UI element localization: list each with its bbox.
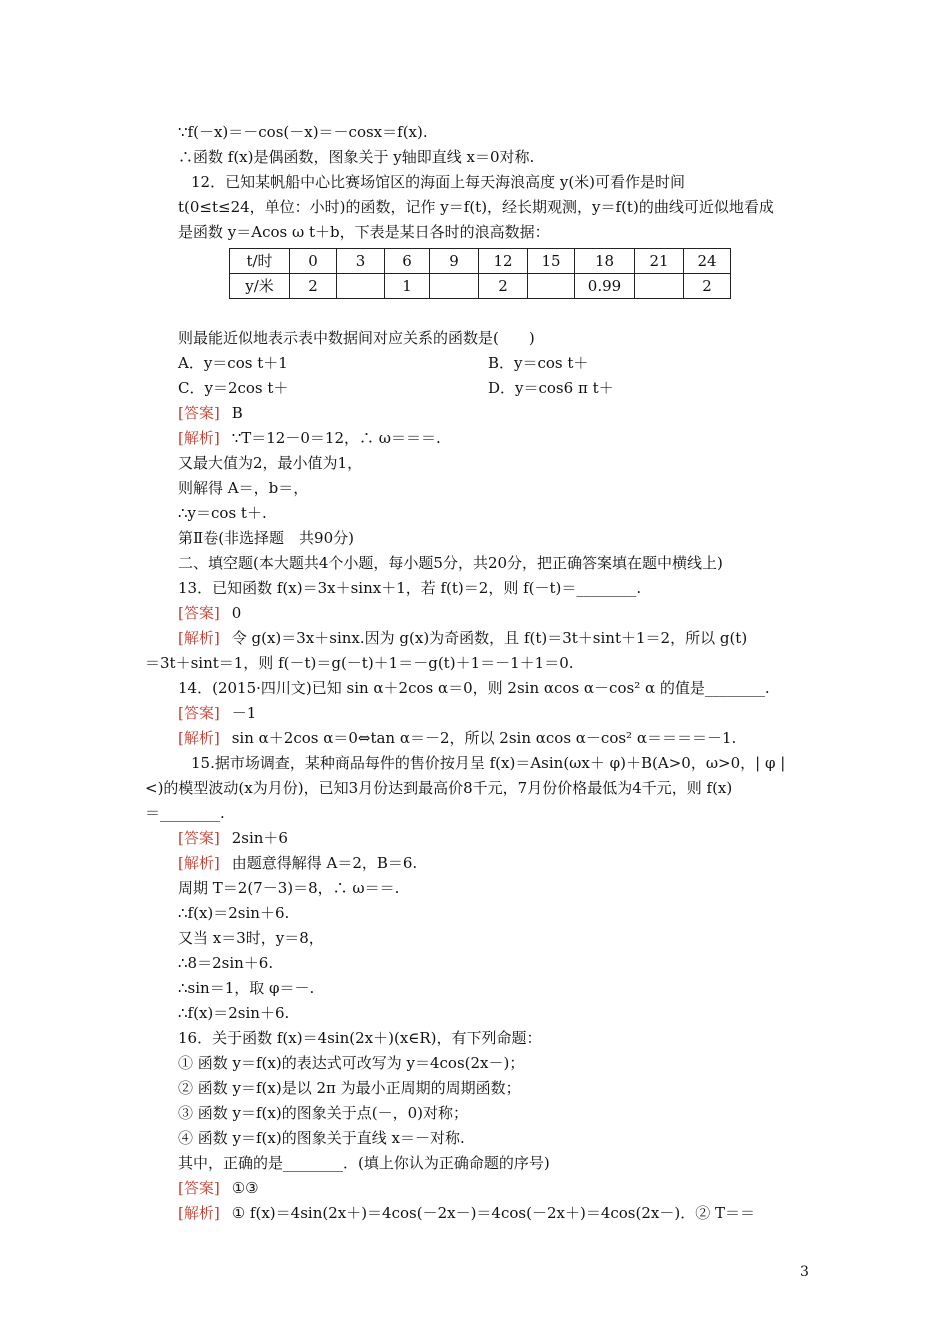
analysis-line: [解析] ∵T＝12－0＝12，∴ ω＝＝＝. [178, 429, 441, 447]
question-13-stem: 13．已知函数 f(x)＝3x＋sinx＋1，若 f(t)＝2，则 f(－t)＝________. [178, 579, 642, 597]
answer-line: [答案] 0 [178, 604, 242, 622]
table-cell: y/米 [230, 274, 290, 299]
text-line: ∵f(－x)＝－cos(－x)＝－cosx＝f(x). [178, 123, 428, 141]
table-cell: 2 [684, 274, 731, 299]
table-cell: 0 [290, 249, 337, 274]
table-row-height [230, 274, 731, 299]
text-line: t(0≤t≤24，单位：小时)的函数，记作 y＝f(t)，经长期观测，y＝f(t)的曲线可近似地看成 [178, 198, 774, 216]
text-line: ＝3t＋sint＝1，则 f(－t)＝g(－t)＋1＝－g(t)＋1＝－1＋1＝0. [145, 654, 574, 672]
option-c: C．y＝2cos t＋ [178, 379, 289, 397]
question-16-stem: 16．关于函数 f(x)＝4sin(2x＋)(x∈R)，有下列命题： [178, 1029, 542, 1047]
text-line: ∴8＝2sin＋6. [178, 954, 274, 972]
table-cell: t/时 [230, 249, 290, 274]
text-line: 又当 x＝3时，y＝8， [178, 929, 324, 947]
answer-tag: [答案] [178, 704, 220, 722]
text-line: 则最能近似地表示表中数据间对应关系的函数是( ) [178, 329, 535, 347]
question-12-stem: 12．已知某帆船中心比赛场馆区的海面上每天海浪高度 y(米)可看作是时间 [191, 173, 686, 191]
question-14-stem: 14．(2015·四川文)已知 sin α＋2cos α＝0，则 2sin αcos α－cos² α 的值是________. [178, 679, 770, 697]
table-row-time [230, 249, 731, 274]
option-b: B．y＝cos t＋ [488, 354, 589, 372]
table-cell: 21 [635, 249, 684, 274]
analysis-line: [解析] ① f(x)＝4sin(2x＋)＝4cos(－2x－)＝4cos(－2x＋)＝4cos(2x－)．② T＝＝ [178, 1204, 755, 1222]
analysis-line: [解析] 令 g(x)＝3x＋sinx.因为 g(x)为奇函数，且 f(t)＝3t＋sint＋1＝2，所以 g(t) [178, 629, 748, 647]
answer-line: [答案] －1 [178, 704, 257, 722]
table-cell: 1 [385, 274, 430, 299]
analysis-tag: [解析] [178, 729, 220, 747]
proposition-1: ① 函数 y＝f(x)的表达式可改写为 y＝4cos(2x－)； [178, 1054, 525, 1072]
table-cell: 6 [385, 249, 430, 274]
table-cell [430, 274, 479, 299]
text-line: ∴sin＝1，取 φ＝－. [178, 979, 315, 997]
text-line: ∴f(x)＝2sin＋6. [178, 904, 290, 922]
analysis-tag: [解析] [178, 429, 220, 447]
text-line: 则解得 A＝，b＝， [178, 479, 309, 497]
text-line: <)的模型波动(x为月份)，已知3月份达到最高价8千元，7月份价格最低为4千元，则 f(x) [145, 779, 733, 797]
table-cell: 15 [528, 249, 575, 274]
proposition-4: ④ 函数 y＝f(x)的图象关于直线 x＝－对称. [178, 1129, 465, 1147]
proposition-3: ③ 函数 y＝f(x)的图象关于点(－，0)对称； [178, 1104, 468, 1122]
table-cell: 9 [430, 249, 479, 274]
table-cell: 2 [290, 274, 337, 299]
table-cell [337, 274, 385, 299]
table-cell: 2 [479, 274, 528, 299]
table-cell: 3 [337, 249, 385, 274]
answer-tag: [答案] [178, 829, 220, 847]
analysis-tag: [解析] [178, 854, 220, 872]
answer-tag: [答案] [178, 1179, 220, 1197]
analysis-tag: [解析] [178, 629, 220, 647]
table-cell: 0.99 [575, 274, 635, 299]
answer-tag: [答案] [178, 604, 220, 622]
answer-line: [答案] B [178, 404, 243, 422]
proposition-2: ② 函数 y＝f(x)是以 2π 为最小正周期的周期函数； [178, 1079, 521, 1097]
table-cell [635, 274, 684, 299]
text-line: 是函数 y＝Acos ω t＋b，下表是某日各时的浪高数据： [178, 223, 550, 241]
table-cell: 12 [479, 249, 528, 274]
text-line: ∴函数 f(x)是偶函数，图象关于 y轴即直线 x＝0对称. [178, 148, 535, 166]
answer-tag: [答案] [178, 404, 220, 422]
analysis-line: [解析] sin α＋2cos α＝0⇔tan α＝－2，所以 2sin αcos α－cos² α＝＝＝＝－1. [178, 729, 737, 747]
text-line: ∴f(x)＝2sin＋6. [178, 1004, 290, 1022]
table-cell [528, 274, 575, 299]
option-d: D．y＝cos6 π t＋ [488, 379, 614, 397]
analysis-line: [解析] 由题意得解得 A＝2，B＝6. [178, 854, 418, 872]
option-a: A．y＝cos t＋1 [178, 354, 288, 372]
text-line: ＝________. [145, 804, 225, 822]
table-cell: 18 [575, 249, 635, 274]
text-line: 其中，正确的是________．(填上你认为正确命题的序号) [178, 1154, 550, 1172]
question-15-stem: 15.据市场调查，某种商品每件的售价按月呈 f(x)＝Asin(ωx＋ φ)＋B(A>0，ω>0，| φ | [191, 754, 786, 772]
page-number: 3 [800, 1264, 809, 1280]
section-heading: 第Ⅱ卷(非选择题 共90分) [178, 529, 354, 547]
text-line: ∴y＝cos t＋. [178, 504, 267, 522]
table-cell: 24 [684, 249, 731, 274]
text-line: 周期 T＝2(7－3)＝8，∴ ω＝＝. [178, 879, 400, 897]
answer-line: [答案] 2sin＋6 [178, 829, 288, 847]
answer-line: [答案] ①③ [178, 1179, 259, 1197]
wave-height-table [229, 248, 731, 299]
analysis-tag: [解析] [178, 1204, 220, 1222]
text-line: 又最大值为2，最小值为1， [178, 454, 363, 472]
section-instructions: 二、填空题(本大题共4个小题，每小题5分，共20分，把正确答案填在题中横线上) [178, 554, 723, 572]
